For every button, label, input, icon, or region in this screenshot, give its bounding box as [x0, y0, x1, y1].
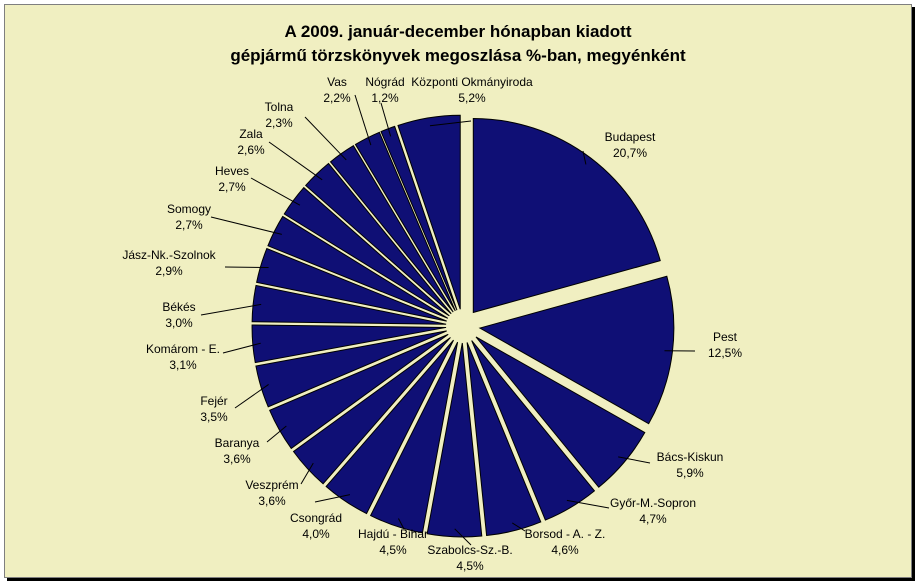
slice-label: Nógrád	[365, 75, 405, 89]
slice-value-label: 2,6%	[237, 143, 265, 157]
slice-value-label: 3,1%	[169, 358, 197, 372]
slice-value-label: 2,7%	[175, 218, 203, 232]
leader-line	[251, 178, 300, 205]
slice-label: Baranya	[214, 436, 260, 450]
slice-label: Komárom - E.	[145, 342, 221, 356]
slice-value-label: 5,9%	[676, 466, 704, 480]
slice-value-label: 2,9%	[155, 264, 183, 278]
leader-line	[211, 217, 282, 234]
slice-value-label: 4,0%	[302, 527, 330, 541]
slice-value-label: 2,3%	[265, 116, 293, 130]
leader-line	[269, 142, 322, 180]
slice-value-label: 2,2%	[323, 91, 351, 105]
slice-label: Győr-M.-Sopron	[609, 496, 697, 510]
slice-label: Pest	[712, 330, 738, 344]
slices-layer	[252, 115, 674, 537]
slice-label: Központi Okmányiroda	[411, 75, 533, 89]
slice-label: Bács-Kiskun	[656, 450, 724, 464]
leader-line	[355, 95, 371, 145]
leader-line	[305, 117, 346, 160]
slice-label: Zala	[239, 127, 263, 141]
slice-label: Somogy	[166, 202, 212, 216]
slice-label: Heves	[214, 164, 250, 178]
slice-label: Borsod - A. - Z.	[524, 527, 606, 541]
slice-label: Csongrád	[289, 511, 343, 525]
slice-label: Tolna	[264, 100, 294, 114]
slice-value-label: 20,7%	[612, 146, 648, 160]
slice-label: Jász-Nk.-Szolnok	[122, 248, 216, 262]
chart-title-line-2: gépjármű törzskönyvek megoszlása %-ban, megyénként	[230, 46, 686, 65]
chart-frame	[4, 4, 912, 578]
slice-value-label: 12,5%	[707, 346, 743, 360]
slice-label: Békés	[162, 300, 196, 314]
slice-value-label: 3,6%	[258, 494, 286, 508]
slice-value-label: 3,0%	[165, 316, 193, 330]
slice-value-label: 3,5%	[200, 410, 228, 424]
slice-value-label: 4,6%	[551, 543, 579, 557]
slice-label: Szabolcs-Sz.-B.	[427, 543, 513, 557]
slice-value-label: 2,7%	[218, 180, 246, 194]
slice-value-label: 5,2%	[458, 91, 486, 105]
slice-value-label: 4,7%	[639, 512, 667, 526]
slice-label: Veszprém	[245, 478, 299, 492]
slice-label: Budapest	[604, 130, 656, 144]
slice-value-label: 3,6%	[223, 452, 251, 466]
chart-title-line-1: A 2009. január-december hónapban kiadott	[284, 22, 632, 41]
slice-value-label: 4,5%	[456, 559, 484, 573]
slice-label: Vas	[327, 75, 347, 89]
pie-chart	[5, 5, 911, 577]
leader-line	[225, 267, 269, 268]
slice-label: Hajdú - Bihar	[357, 527, 429, 541]
slice-label: Fejér	[200, 394, 228, 408]
slice-value-label: 4,5%	[379, 543, 407, 557]
slice-value-label: 1,2%	[371, 91, 399, 105]
